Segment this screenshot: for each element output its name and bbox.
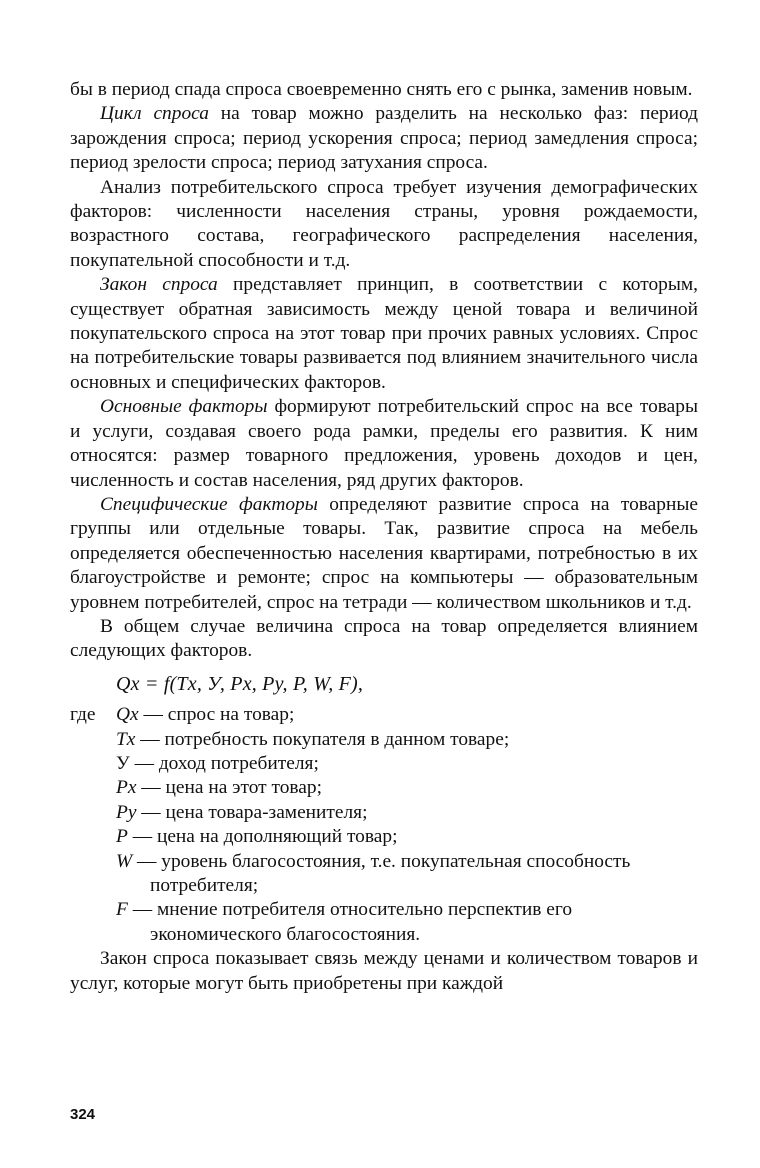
definition-symbol: Py bbox=[116, 801, 137, 823]
paragraph-term: Закон спроса bbox=[100, 274, 218, 296]
definitions-list bbox=[70, 703, 698, 947]
definition-symbol: W bbox=[116, 850, 133, 872]
definition-symbol: Tx bbox=[116, 728, 136, 750]
closing-paragraph bbox=[70, 947, 698, 996]
paragraph-6 bbox=[70, 493, 698, 615]
definition-text: — спрос на товар; bbox=[138, 704, 295, 726]
definition-item bbox=[70, 728, 698, 752]
paragraph-text: определяют развитие спроса на товарные группы или отдельные товары. Так, развитие спроса на мебель определяется обеспеченностью населения квартирами, потребностью в их благоустройстве и ремонте; спрос на компьютеры — образовательным уровнем потребителей, спрос на тетради — количеством школьников и т.д. bbox=[70, 493, 698, 613]
definition-text: — цена на этот товар; bbox=[136, 777, 322, 799]
paragraph-text: В общем случае величина спроса на товар определяется влиянием следующих факторов. bbox=[70, 615, 698, 662]
definition-text: — цена товара-заменителя; bbox=[136, 801, 368, 823]
paragraph-2 bbox=[70, 102, 698, 175]
definition-text: — уровень благосостояния, т.е. покупательная способность потребителя; bbox=[132, 850, 631, 896]
definition-text: — мнение потребителя относительно перспектив его экономического благосостояния. bbox=[127, 899, 573, 945]
definition-symbol: Qx bbox=[116, 704, 139, 726]
paragraph-1 bbox=[70, 78, 698, 102]
paragraph-3 bbox=[70, 176, 698, 274]
paragraph-4 bbox=[70, 273, 698, 395]
definition-item bbox=[70, 776, 698, 800]
page-body bbox=[70, 78, 698, 996]
paragraph-7 bbox=[70, 615, 698, 664]
definition-symbol: Px bbox=[116, 777, 137, 799]
definition-item bbox=[70, 825, 698, 849]
definition-text: — цена на дополняющий товар; bbox=[127, 826, 398, 848]
definition-item bbox=[70, 752, 698, 776]
paragraph-text: бы в период спада спроса своевременно снять его с рынка, заменив новым. bbox=[70, 79, 693, 100]
paragraph-term: Цикл спроса bbox=[100, 103, 209, 125]
definition-item bbox=[70, 850, 698, 899]
definition-symbol: F bbox=[116, 899, 128, 921]
paragraph-term: Специфические факторы bbox=[100, 493, 318, 515]
page-number: 324 bbox=[70, 1106, 96, 1123]
demand-formula: Qx = f(Tx, У, Px, Py, P, W, F), bbox=[116, 672, 364, 695]
definition-item bbox=[70, 801, 698, 825]
paragraph-5 bbox=[70, 395, 698, 493]
paragraph-text: на товар можно разделить на несколько фаз: период зарождения спроса; период ускорения спроса; период замедления спроса; период зрелости спроса; период затухания спроса. bbox=[70, 103, 698, 174]
definition-item bbox=[70, 898, 698, 947]
paragraph-text: Закон спроса показывает связь между ценами и количеством товаров и услуг, которые могут быть приобретены при каждой bbox=[70, 948, 698, 994]
paragraph-text: Анализ потребительского спроса требует изучения демографических факторов: численности населения страны, уровня рождаемости, возрастного состава, географического распределения населения, покупательной способности и т.д. bbox=[70, 176, 698, 271]
definition-text: — доход потребителя; bbox=[129, 752, 319, 774]
paragraph-text: формируют потребительский спрос на все товары и услуги, создавая своего рода рамки, пределы его развития. К ним относятся: размер товарного предложения, уровень доходов и цен, численность и состав населения, ряд других факторов. bbox=[70, 396, 698, 491]
definition-symbol: У bbox=[116, 752, 130, 774]
definition-item bbox=[70, 703, 698, 727]
definition-symbol: P bbox=[116, 826, 128, 848]
paragraph-text: представляет принцип, в соответствии с которым, существует обратная зависимость между ценой товара и величиной покупательского спроса на этот товар при прочих равных условиях. Спрос на потребительские товары развивается под влиянием значительного числа основных и специфических факторов. bbox=[70, 274, 698, 393]
definition-text: — потребность покупателя в данном товаре; bbox=[135, 728, 510, 750]
paragraph-term: Основные факторы bbox=[100, 396, 268, 418]
definitions-lead: где bbox=[70, 704, 96, 726]
